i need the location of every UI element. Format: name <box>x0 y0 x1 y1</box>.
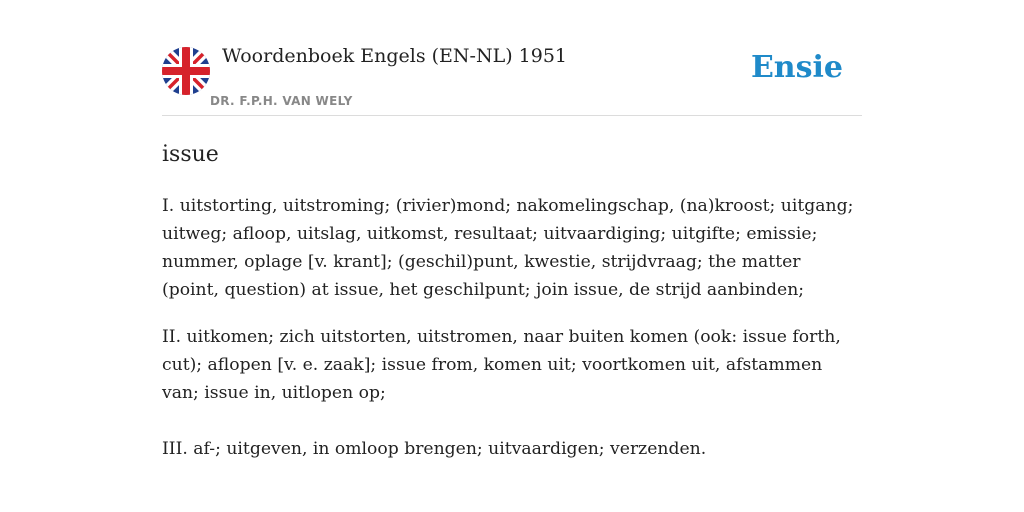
brand-logo[interactable]: Ensie <box>750 50 843 85</box>
entry-headword: issue <box>162 142 219 167</box>
dictionary-title[interactable]: Woordenboek Engels (EN-NL) 1951 <box>222 45 567 67</box>
uk-flag-icon <box>162 47 210 95</box>
entry-sense-1: I. uitstorting, uitstroming; (rivier)mond; nakomelingschap, (na)kroost; uitgang; uitweg; afloop, uitslag, uitkomst, resultaat; uitvaardiging; uitgifte; emissie; nummer, oplage [v. krant]; (geschil)punt, kwestie, strijdvraag; the matter (point, question) at issue, het geschilpunt; join issue, de strijd aanbinden; <box>162 196 854 300</box>
dictionary-author: DR. F.P.H. VAN WELY <box>210 94 353 108</box>
entry-sense-3: III. af-; uitgeven, in omloop brengen; uitvaardigen; verzenden. <box>162 439 707 459</box>
entry-sense-2: II. uitkomen; zich uitstorten, uitstromen, naar buiten komen (ook: issue forth, cut); aflopen [v. e. zaak]; issue from, komen uit; voortkomen uit, afstammen van; issue in, uitlopen op; <box>162 327 841 403</box>
dictionary-entry-card <box>162 44 862 463</box>
entry-header <box>162 44 862 116</box>
